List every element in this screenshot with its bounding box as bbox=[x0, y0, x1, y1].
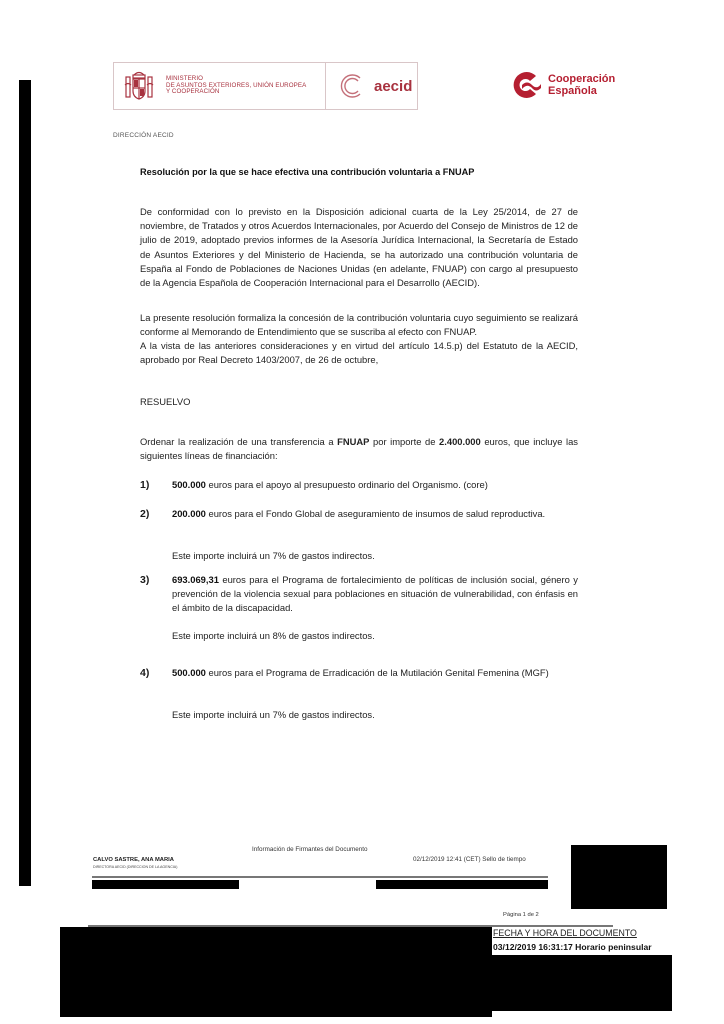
document-datetime-value: 03/12/2019 16:31:17 Horario peninsular bbox=[493, 942, 652, 952]
document-title: Resolución por la que se hace efectiva una contribución voluntaria a FNUAP bbox=[140, 167, 475, 177]
paragraph-formalization: La presente resolución formaliza la concesión de la contribución voluntaria cuyo seguimiento se realizará conforme al Memorando de Entendimiento que se suscriba al efecto con FNUAP. bbox=[140, 312, 578, 338]
funding-line-number: 3) bbox=[140, 574, 150, 586]
funding-line-2 bbox=[140, 507, 578, 521]
funding-line-number: 4) bbox=[140, 667, 150, 679]
order-amount: 2.400.000 bbox=[439, 436, 481, 447]
funding-line-number: 1) bbox=[140, 479, 150, 491]
funding-line-description: euros para el Programa de fortalecimiento de políticas de inclusión social, género y prevención de la violencia sexual para poblaciones en situación de vulnerabilidad, con énfasis en el ámbito de la discapacidad. bbox=[172, 574, 578, 614]
order-suffix: euros, que incluye las siguientes líneas de financiación: bbox=[140, 436, 578, 462]
document-datetime-label: FECHA Y HORA DEL DOCUMENTO bbox=[493, 928, 637, 938]
funding-line-description: euros para el apoyo al presupuesto ordinario del Organismo. (core) bbox=[205, 479, 488, 490]
cooperacion-wordmark bbox=[548, 73, 615, 97]
funding-line-number: 2) bbox=[140, 508, 150, 520]
page-number: Página 1 de 2 bbox=[503, 912, 539, 918]
redaction-left-bar bbox=[19, 80, 31, 886]
redaction-signature-code bbox=[376, 880, 548, 889]
order-middle: por importe de bbox=[369, 436, 440, 447]
aecid-c-icon bbox=[336, 71, 366, 101]
ministry-name bbox=[166, 76, 306, 96]
government-logo-block bbox=[113, 62, 418, 110]
funding-line-4 bbox=[140, 666, 578, 680]
redaction-qr-code bbox=[571, 845, 667, 909]
paragraph-considerations: A la vista de las anteriores consideraciones y en virtud del artículo 14.5.p) del Estatuto de la AECID, aprobado por Real Decreto 1403/2007, de 26 de octubre, bbox=[140, 340, 578, 366]
ministry-line-3: Y COOPERACIÓN bbox=[166, 88, 220, 96]
signer-role: DIRECTORA AECID (DIRECCION DE LA AGENCIA) bbox=[93, 865, 178, 869]
resuelvo-heading: RESUELVO bbox=[140, 396, 191, 407]
paragraph-legal-basis: De conformidad con lo previsto en la Disposición adicional cuarta de la Ley 25/2014, de 27 de noviembre, de Tratados y otros Acuerdos Internacionales, por Acuerdo del Consejo de Ministros de 12 de julio de 2019, adoptado previos informes de la Asesoría Jurídica Internacional, la Secretaría de Estado de Asuntos Exteriores y del Ministerio de Hacienda, se ha autorizado una contribución voluntaria de España al Fondo de Poblaciones de Naciones Unidas (en adelante, FNUAP) con cargo al presupuesto de la Agencia Española de Cooperación Internacional para el Desarrollo (AECID). bbox=[140, 206, 578, 289]
redaction-signer-code bbox=[92, 880, 239, 889]
funding-line-2-note: Este importe incluirá un 7% de gastos indirectos. bbox=[172, 550, 375, 561]
funding-line-3 bbox=[140, 573, 578, 616]
cooperacion-c-icon bbox=[510, 70, 542, 100]
cooperacion-line-2: Española bbox=[548, 85, 597, 97]
funding-line-amount: 500.000 bbox=[172, 667, 206, 678]
cooperacion-line-1: Cooperación bbox=[548, 73, 616, 85]
redaction-bottom-block bbox=[60, 927, 492, 1017]
order-entity: FNUAP bbox=[337, 436, 370, 447]
funding-line-3-note: Este importe incluirá un 8% de gastos indirectos. bbox=[172, 630, 375, 641]
signature-timestamp: 02/12/2019 12:41 (CET) Sello de tiempo bbox=[413, 856, 526, 863]
funding-line-amount: 500.000 bbox=[172, 479, 206, 490]
footer-divider bbox=[92, 876, 548, 878]
redaction-bottom-right-block bbox=[492, 955, 672, 1011]
ministry-logo bbox=[114, 63, 326, 109]
transfer-order bbox=[140, 435, 578, 463]
funding-line-4-note: Este importe incluirá un 7% de gastos indirectos. bbox=[172, 709, 375, 720]
signer-name: CALVO SASTRE, ANA MARIA bbox=[93, 857, 174, 863]
ministry-line-2: DE ASUNTOS EXTERIORES, UNIÓN EUROPEA bbox=[166, 81, 307, 89]
aecid-logo bbox=[326, 63, 417, 109]
cooperacion-espanola-logo bbox=[510, 70, 615, 100]
ministry-line-1: MINISTERIO bbox=[166, 74, 204, 82]
aecid-wordmark: aecid bbox=[374, 77, 413, 95]
signers-info-title: Información de Firmantes del Documento bbox=[252, 846, 368, 853]
coat-of-arms-icon bbox=[124, 69, 154, 103]
funding-line-description: euros para el Programa de Erradicación de la Mutilación Genital Femenina (MGF) bbox=[205, 667, 549, 678]
funding-line-amount: 693.069,31 bbox=[172, 574, 219, 585]
department-label: DIRECCIÓN AECID bbox=[113, 132, 174, 139]
order-prefix: Ordenar la realización de una transferencia a bbox=[140, 436, 338, 447]
funding-line-1 bbox=[140, 478, 578, 492]
funding-line-description: euros para el Fondo Global de aseguramiento de insumos de salud reproductiva. bbox=[205, 508, 546, 519]
funding-line-amount: 200.000 bbox=[172, 508, 206, 519]
